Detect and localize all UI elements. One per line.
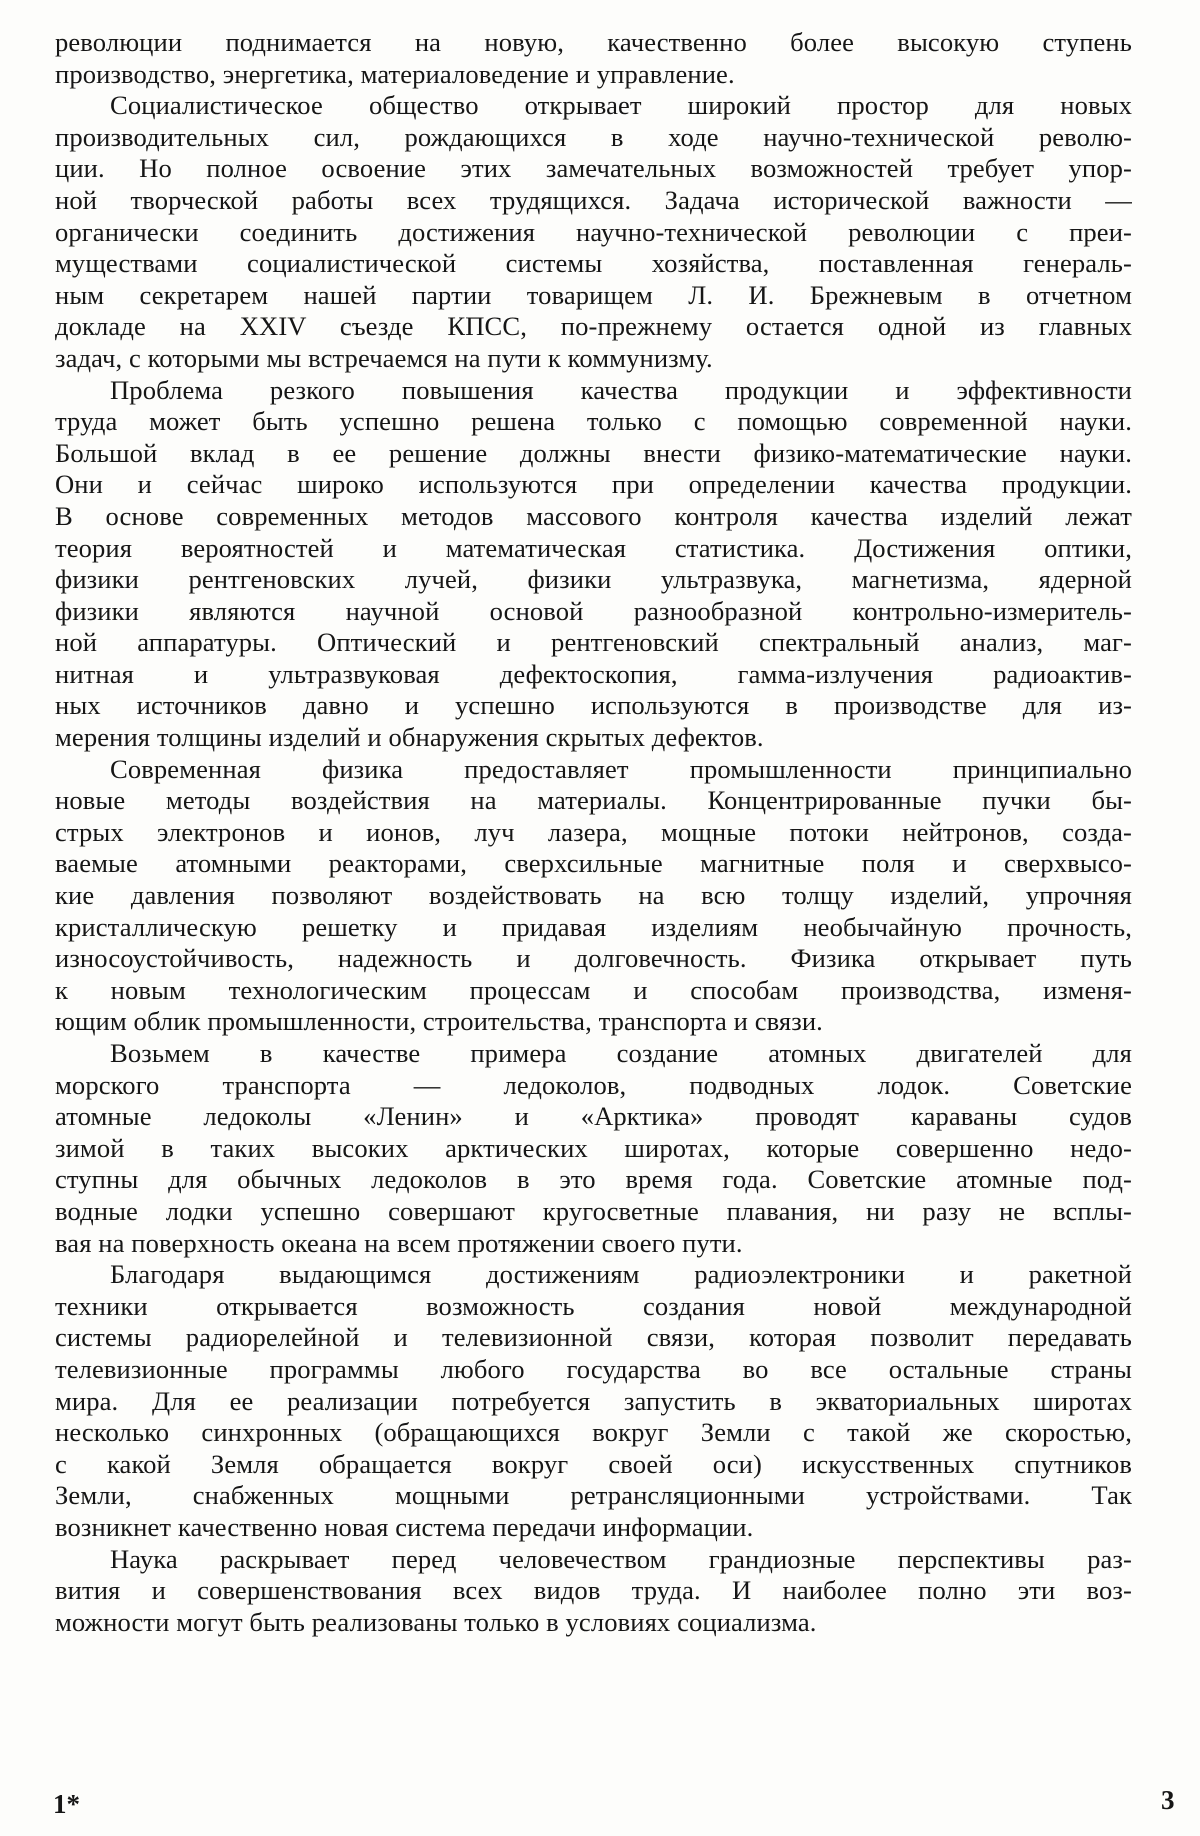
text-line: можности могут быть реализованы только в условиях социализма. <box>55 1606 817 1637</box>
text-line: ваемые атомными реакторами, сверхсильные магнитные поля и сверхвысо- <box>55 848 1132 879</box>
text-line: В основе современных методов массового контроля качества изделий лежат <box>55 500 1132 531</box>
text-line: Они и сейчас широко используются при определении качества продукции. <box>55 469 1132 500</box>
text-line: производительных сил, рождающихся в ходе научно-технической револю- <box>55 121 1132 152</box>
text-line: теория вероятностей и математическая статистика. Достижения оптики, <box>55 532 1132 563</box>
text-line: ных источников давно и успешно используются в производстве для из- <box>55 690 1132 721</box>
text-line: несколько синхронных (обращающихся вокруг Земли с такой же скоростью, <box>55 1417 1132 1448</box>
text-line: зимой в таких высоких арктических широтах, которые совершенно недо- <box>55 1132 1132 1163</box>
text-line: мира. Для ее реализации потребуется запустить в экваториальных широтах <box>55 1385 1132 1416</box>
text-line: докладе на XXIV съезде КПСС, по-прежнему остается одной из главных <box>55 311 1132 342</box>
text-line: Земли, снабженных мощными ретрансляционными устройствами. Так <box>55 1480 1132 1511</box>
paragraph <box>55 1544 1132 1639</box>
text-line: Большой вклад в ее решение должны внести физико-математические науки. <box>55 437 1132 468</box>
body-text <box>55 27 1132 1638</box>
text-line: кие давления позволяют воздействовать на всю толщу изделий, упрочняя <box>55 880 1132 911</box>
paragraph <box>55 90 1132 374</box>
text-line: морского транспорта — ледоколов, подводных лодок. Советские <box>55 1069 1132 1100</box>
text-line: муществами социалистической системы хозяйства, поставленная генераль- <box>55 248 1132 279</box>
text-line: Возьмем в качестве примера создание атомных двигателей для <box>110 1038 1132 1068</box>
text-line: физики являются научной основой разнообразной контрольно-измеритель- <box>55 595 1132 626</box>
text-line: Современная физика предоставляет промышленности принципиально <box>110 753 1132 784</box>
text-line: революции поднимается на новую, качественно более высокую ступень <box>55 27 1132 57</box>
text-line: системы радиорелейной и телевизионной связи, которая позволит передавать <box>55 1322 1132 1353</box>
text-line: техники открывается возможность создания новой международной <box>55 1290 1132 1321</box>
text-line: ющим облик промышленности, строительства, транспорта и связи. <box>55 1006 823 1037</box>
text-line: труда может быть успешно решена только с помощью современной науки. <box>55 406 1132 437</box>
text-line: новые методы воздействия на материалы. Концентрированные пучки бы- <box>55 785 1132 816</box>
paragraph <box>55 1259 1132 1543</box>
text-line: производство, энергетика, материаловедение и управление. <box>55 58 735 89</box>
text-line: ной аппаратуры. Оптический и рентгеновский спектральный анализ, маг- <box>55 627 1132 658</box>
text-line: Проблема резкого повышения качества продукции и эффективности <box>110 374 1132 405</box>
text-line: к новым технологическим процессам и способам производства, изменя- <box>55 974 1132 1005</box>
text-line: кристаллическую решетку и придавая изделиям необычайную прочность, <box>55 911 1132 942</box>
text-line: износоустойчивость, надежность и долговечность. Физика открывает путь <box>55 943 1132 974</box>
text-line: возникнет качественно новая система передачи информации. <box>55 1511 754 1542</box>
text-line: телевизионные программы любого государства во все остальные страны <box>55 1353 1132 1384</box>
paragraph <box>55 1038 1132 1259</box>
text-line: Наука раскрывает перед человечеством грандиозные перспективы раз- <box>110 1543 1132 1574</box>
signature-mark: 1* <box>53 1789 80 1819</box>
text-line: ным секретарем нашей партии товарищем Л. И. Брежневым в отчетном <box>55 279 1132 310</box>
text-line: стрых электронов и ионов, луч лазера, мощные потоки нейтронов, созда- <box>55 816 1132 847</box>
text-line: с какой Земля обращается вокруг своей оси) искусственных спутников <box>55 1448 1132 1479</box>
page-number: 3 <box>1161 1785 1175 1815</box>
text-line: вая на поверхность океана на всем протяжении своего пути. <box>55 1227 743 1258</box>
text-line: физики рентгеновских лучей, физики ультразвука, магнетизма, ядерной <box>55 564 1132 595</box>
text-line: органически соединить достижения научно-технической революции с преи- <box>55 216 1132 247</box>
text-line: задач, с которыми мы встречаемся на пути к коммунизму. <box>55 342 713 373</box>
text-line: нитная и ультразвуковая дефектоскопия, гамма-излучения радиоактив- <box>55 658 1132 689</box>
text-line: ции. Но полное освоение этих замечательных возможностей требует упор- <box>55 153 1132 184</box>
text-line: Благодаря выдающимся достижениям радиоэлектроники и ракетной <box>110 1259 1132 1290</box>
text-line: ной творческой работы всех трудящихся. Задача исторической важности — <box>55 184 1132 215</box>
text-line: Социалистическое общество открывает широкий простор для новых <box>110 90 1132 121</box>
text-line: водные лодки успешно совершают кругосветные плавания, ни разу не всплы- <box>55 1195 1132 1226</box>
text-line: вития и совершенствования всех видов труда. И наиболее полно эти воз- <box>55 1575 1132 1606</box>
text-line: ступны для обычных ледоколов в это время года. Советские атомные под- <box>55 1164 1132 1195</box>
paragraph <box>55 375 1132 754</box>
paragraph <box>55 754 1132 1038</box>
paragraph <box>55 27 1132 90</box>
text-line: атомные ледоколы «Ленин» и «Арктика» проводят караваны судов <box>55 1101 1132 1132</box>
text-line: мерения толщины изделий и обнаружения скрытых дефектов. <box>55 722 764 753</box>
